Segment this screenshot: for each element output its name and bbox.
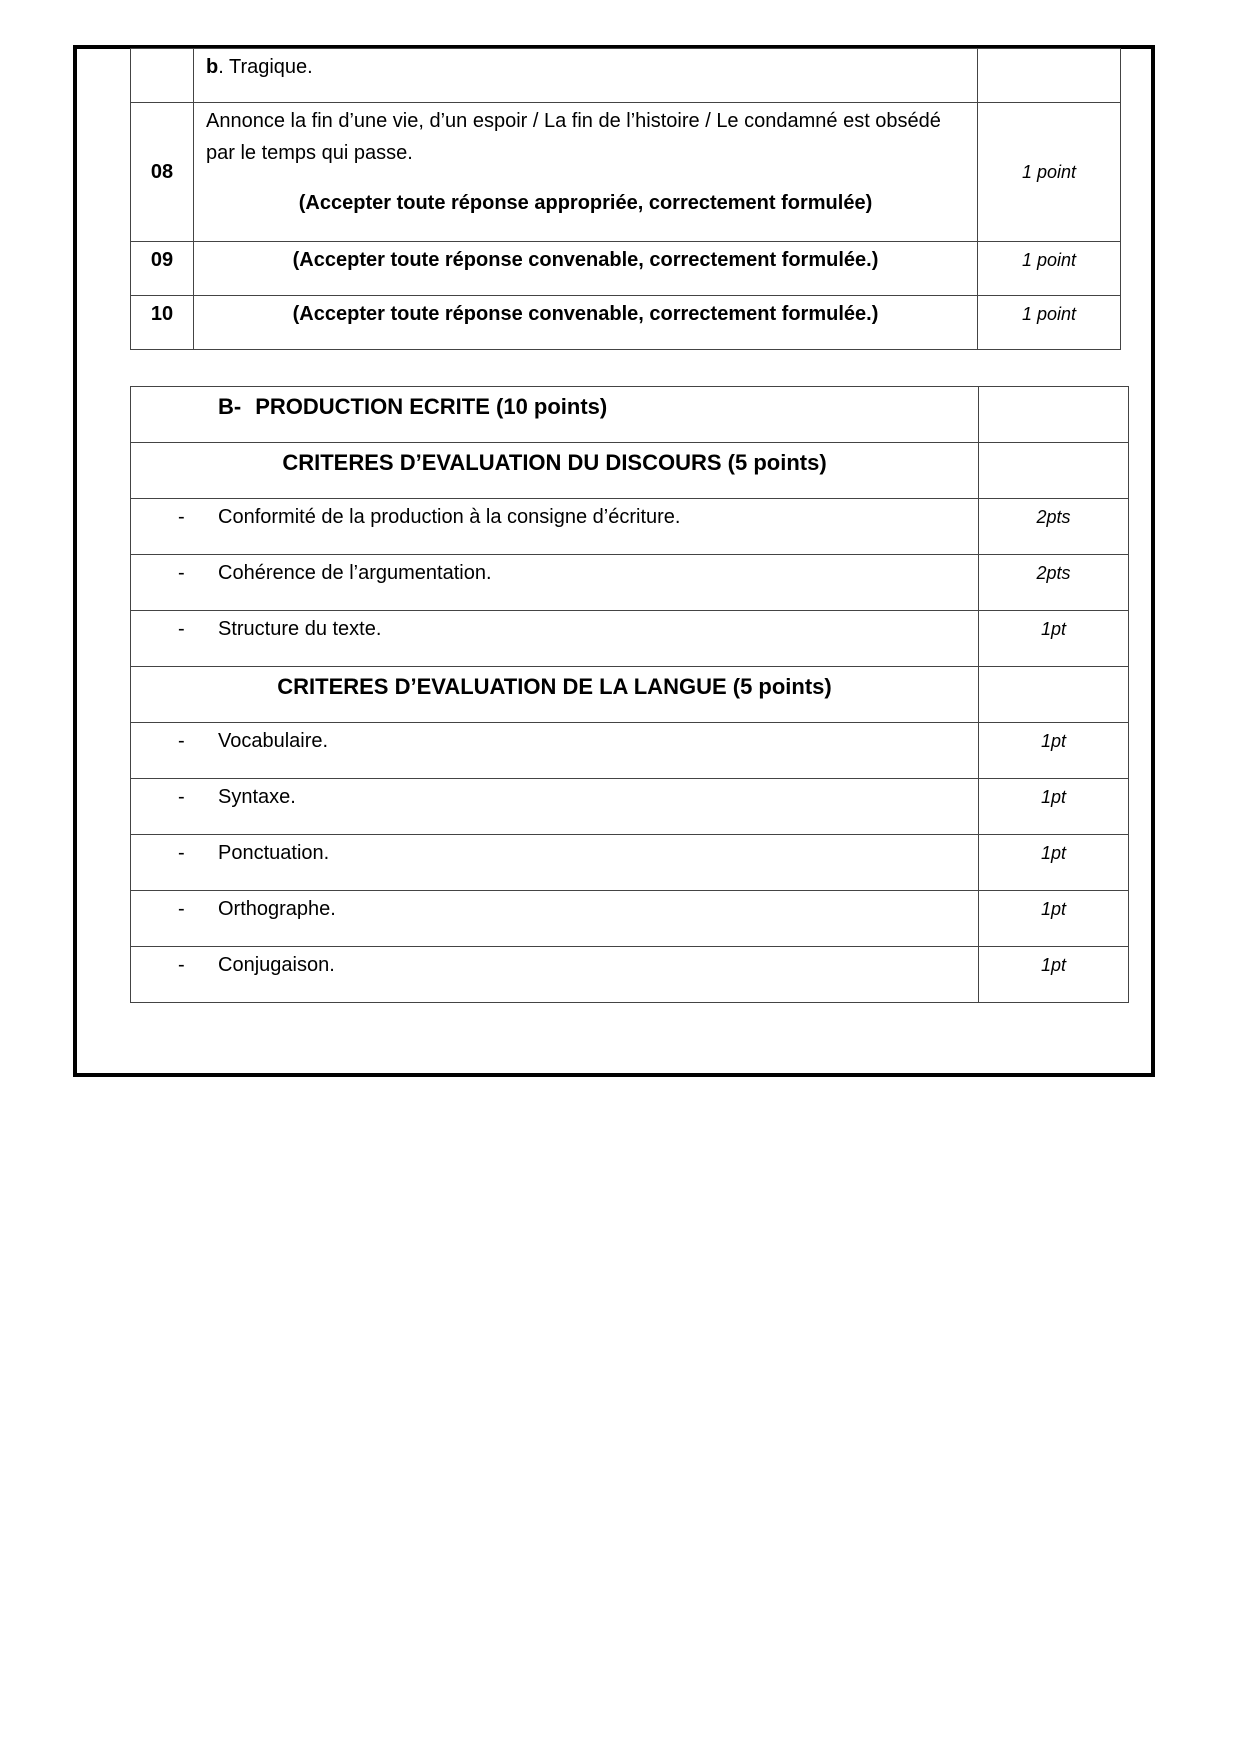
criterion-cell [131, 611, 979, 667]
criterion-label: Structure du texte. [218, 618, 382, 640]
table-row [131, 296, 1121, 350]
answer-cell [194, 242, 978, 296]
question-number-cell: 09 [131, 242, 194, 296]
points-cell: 1pt [979, 723, 1129, 779]
points-cell: 1 point [978, 296, 1121, 350]
table-row [131, 891, 1129, 947]
production-criteria-table [130, 386, 1129, 1003]
criterion-label: Cohérence de l’argumentation. [218, 562, 492, 584]
list-bullet: - [178, 954, 185, 976]
answer-key-table [130, 48, 1121, 350]
table-row [131, 779, 1129, 835]
list-bullet: - [178, 618, 185, 640]
table-row [131, 103, 1121, 242]
answer-text: Annonce la fin d’une vie, d’un espoir / La fin de l’histoire / Le condamné est obsédé par le temps qui passe. [206, 110, 941, 164]
criterion-label: Conformité de la production à la consigne d’écriture. [218, 506, 681, 528]
points-cell: 1pt [979, 835, 1129, 891]
question-number-cell: 08 [131, 103, 194, 242]
points-cell [979, 443, 1129, 499]
discourse-criteria-title: CRITERES D’EVALUATION DU DISCOURS (5 points) [282, 450, 827, 475]
answer-note: (Accepter toute réponse appropriée, correctement formulée) [298, 192, 873, 214]
criterion-cell [131, 555, 979, 611]
criteria-title-cell [131, 667, 979, 723]
question-number-cell [131, 49, 194, 103]
table-row [131, 947, 1129, 1003]
section-title: PRODUCTION ECRITE (10 points) [255, 394, 608, 419]
points-cell: 1pt [979, 891, 1129, 947]
points-cell [979, 387, 1129, 443]
criterion-cell [131, 835, 979, 891]
answer-note: (Accepter toute réponse convenable, correctement formulée.) [292, 303, 879, 325]
criterion-label: Conjugaison. [218, 954, 335, 976]
points-cell: 1 point [978, 242, 1121, 296]
answer-text: . Tragique. [218, 56, 313, 78]
answer-cell [194, 296, 978, 350]
criteria-title-cell [131, 443, 979, 499]
table-row [131, 499, 1129, 555]
points-cell: 2pts [979, 499, 1129, 555]
criterion-label: Syntaxe. [218, 786, 296, 808]
section-title-cell [131, 387, 979, 443]
answer-note: (Accepter toute réponse convenable, correctement formulée.) [292, 249, 879, 271]
criterion-label: Orthographe. [218, 898, 336, 920]
list-bullet: - [178, 506, 185, 528]
list-bullet: - [178, 730, 185, 752]
list-bullet: - [178, 842, 185, 864]
points-cell: 2pts [979, 555, 1129, 611]
table-row [131, 835, 1129, 891]
table-row [131, 611, 1129, 667]
criteria-header-row [131, 443, 1129, 499]
table-row [131, 242, 1121, 296]
criteria-header-row [131, 667, 1129, 723]
list-bullet: - [178, 898, 185, 920]
answer-option-letter: b [206, 56, 219, 78]
table-row [131, 49, 1121, 103]
points-cell: 1pt [979, 611, 1129, 667]
criterion-cell [131, 779, 979, 835]
points-cell: 1pt [979, 779, 1129, 835]
points-cell [979, 667, 1129, 723]
criterion-cell [131, 891, 979, 947]
answer-cell [194, 49, 978, 103]
question-number-cell: 10 [131, 296, 194, 350]
points-cell [978, 49, 1121, 103]
criterion-label: Vocabulaire. [218, 730, 329, 752]
criterion-cell [131, 499, 979, 555]
section-prefix: B- [218, 394, 242, 419]
table-row [131, 555, 1129, 611]
criterion-cell [131, 947, 979, 1003]
criterion-cell [131, 723, 979, 779]
list-bullet: - [178, 786, 185, 808]
answer-cell [194, 103, 978, 242]
language-criteria-title: CRITERES D’EVALUATION DE LA LANGUE (5 points) [277, 674, 832, 699]
list-bullet: - [178, 562, 185, 584]
table-row [131, 723, 1129, 779]
points-cell: 1 point [978, 103, 1121, 242]
section-header-row [131, 387, 1129, 443]
points-cell: 1pt [979, 947, 1129, 1003]
criterion-label: Ponctuation. [218, 842, 330, 864]
